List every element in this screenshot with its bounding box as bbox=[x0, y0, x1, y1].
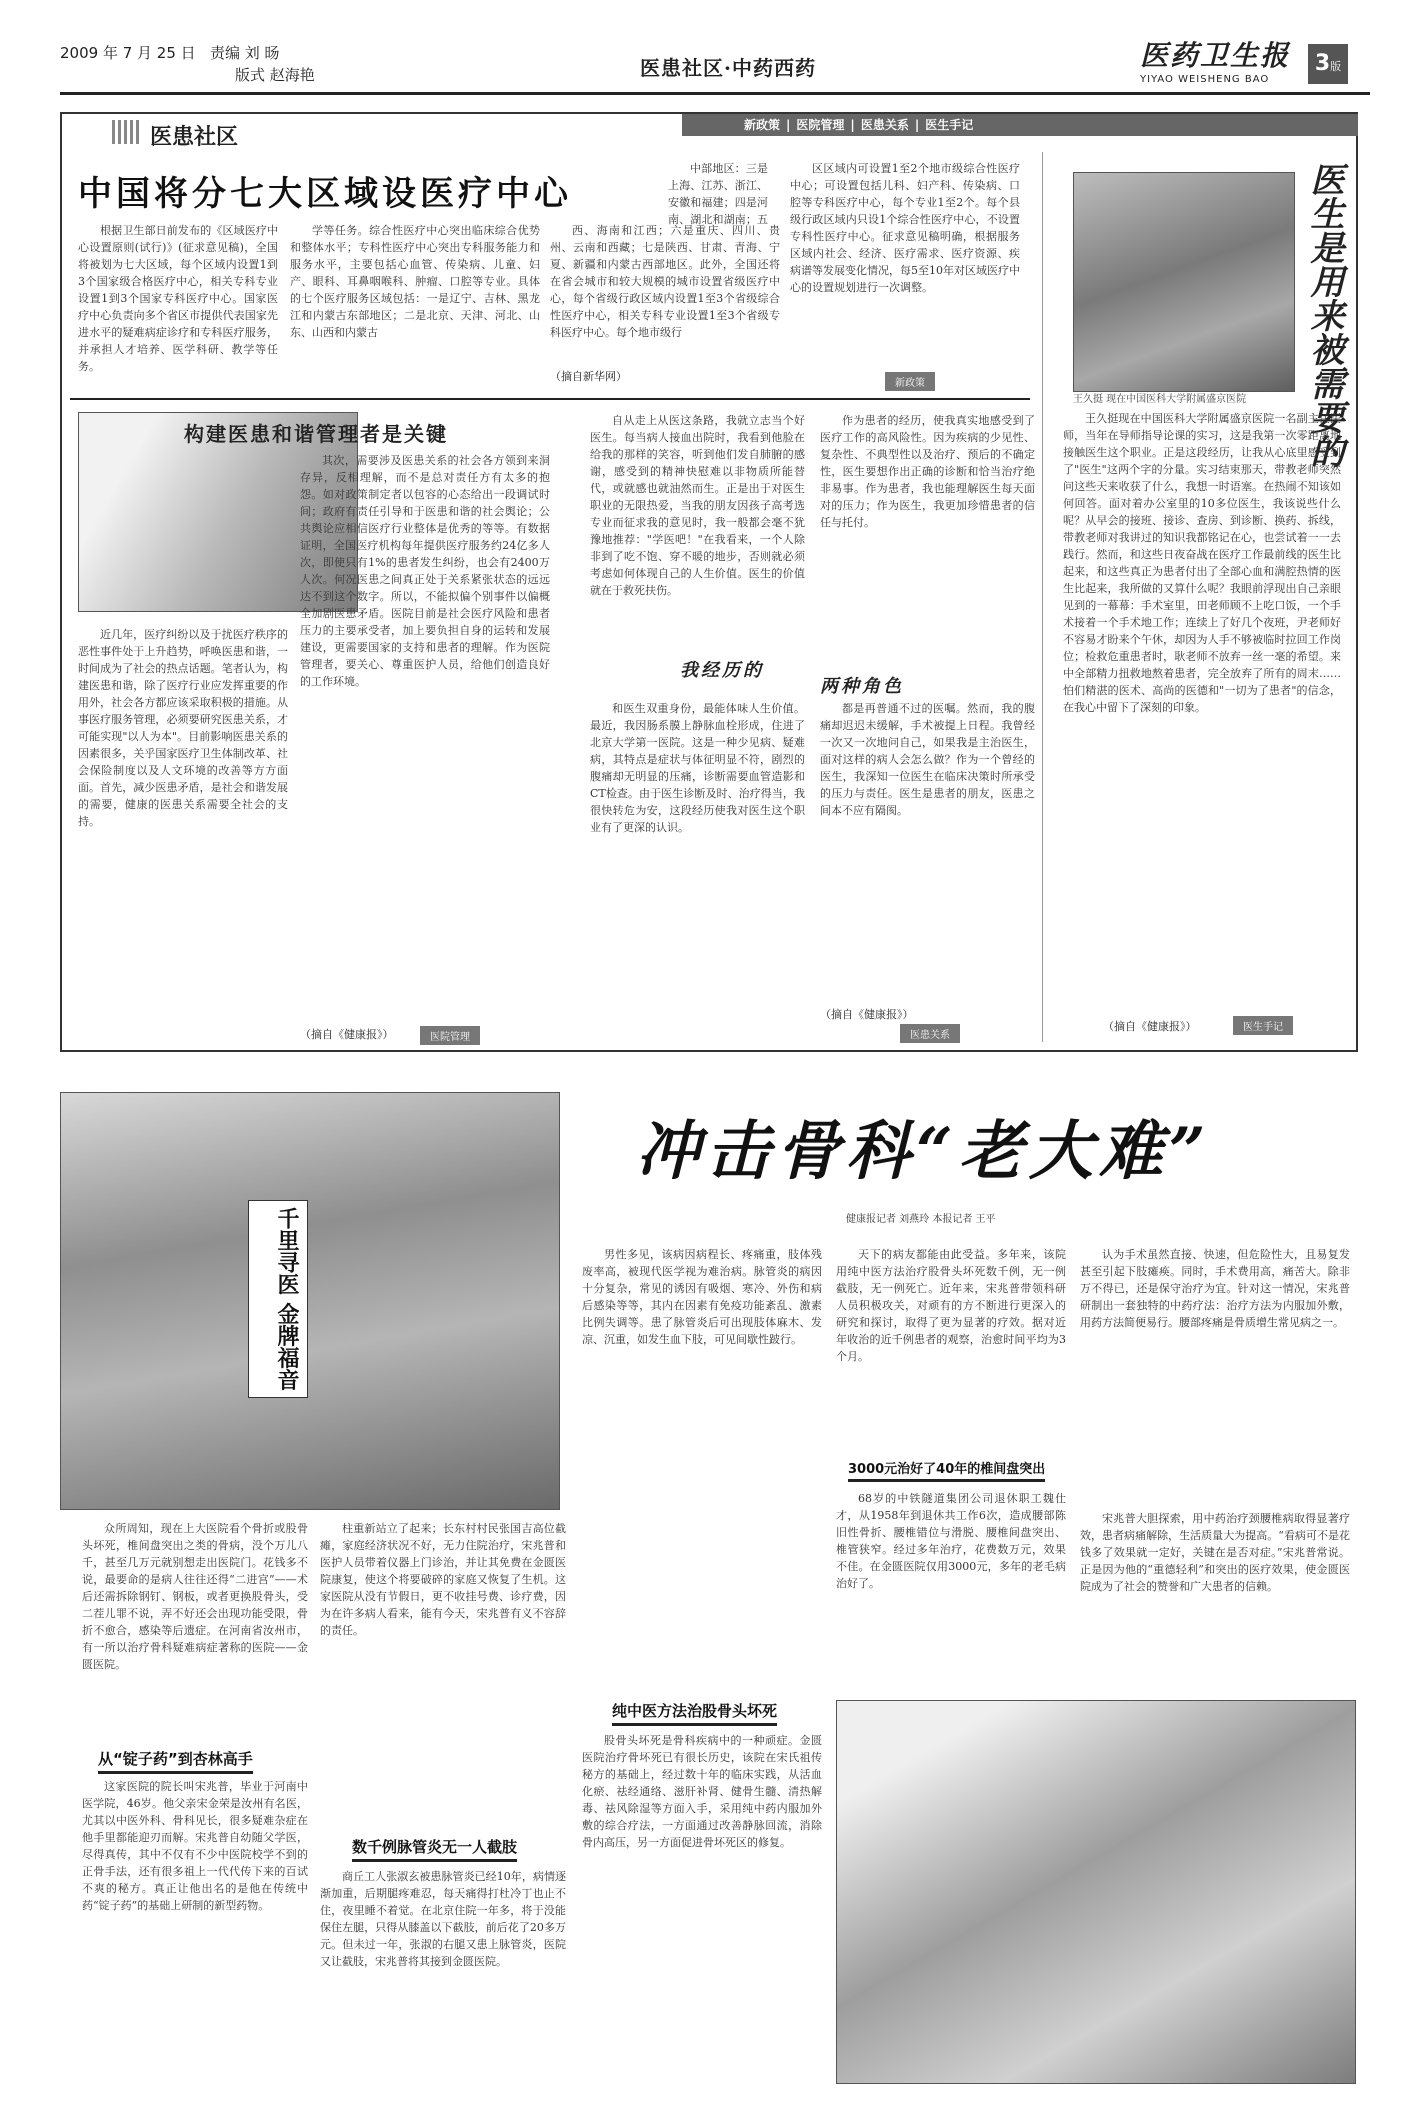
article1-col4-text: 中部地区：三是上海、江苏、浙江、安徽和福建；四是河南、湖北和湖南；五 bbox=[668, 162, 768, 226]
article2-col1 bbox=[78, 626, 288, 1022]
masthead-rule bbox=[60, 92, 1370, 95]
feature-ward-photo bbox=[836, 1700, 1356, 2084]
sidebar-source: （摘自《健康报》） bbox=[1103, 1020, 1197, 1033]
feature-col5 bbox=[1080, 1246, 1350, 1506]
feature-banner-caption: 千里寻医 金牌福音 bbox=[248, 1200, 308, 1398]
tab-policy[interactable]: 新政策 bbox=[744, 118, 781, 132]
tab-hospital-management[interactable]: 医院管理 bbox=[796, 118, 845, 132]
section-tab-bar: 新政策 | 医院管理 | 医患关系 | 医生手记 bbox=[682, 114, 1358, 136]
section-band-icon bbox=[112, 120, 140, 144]
feature-col2b bbox=[320, 1868, 566, 2078]
sidebar-title: 医生是用来被需要的 bbox=[1304, 162, 1344, 468]
article2-title: 构建医患和谐管理者是关键 bbox=[184, 422, 448, 446]
article2-tag: 医院管理 bbox=[420, 1026, 480, 1045]
page-number: 3 bbox=[1314, 51, 1331, 76]
article1-tag: 新政策 bbox=[885, 372, 935, 391]
article1-col3 bbox=[550, 222, 780, 382]
sidebar-panel bbox=[1042, 152, 1350, 1042]
tab-doctor-notes[interactable]: 医生手记 bbox=[925, 118, 974, 132]
feature-col4b-text: 68岁的中铁隧道集团公司退休职工魏仕才，从1958年到退休共工作6次，造成腰部陈旧性骨折、腰椎错位与滑脱、腰椎间盘突出、椎管狭窄。经过多年治疗，花费数万元，效果不佳。在金匮医院仅用3000元，多年的老毛病治好了。 bbox=[836, 1492, 1066, 1590]
feature-col4 bbox=[836, 1246, 1066, 1446]
article3-col1 bbox=[590, 700, 805, 1020]
feature-col5-text: 认为手术虽然直接、快速，但危险性大，且易复发甚至引起下肢瘫痪。同时，手术费用高，痛苦大。除非万不得已，还是保守治疗为宜。针对这一情况，宋兆普研制出一套独特的中药疗法：治疗方法为内服加外敷，用药方法简便易行。腰部疼痛是骨质增生常见病之一。 bbox=[1080, 1248, 1350, 1329]
feature-col1b bbox=[82, 1778, 308, 2078]
article1-col1 bbox=[78, 222, 278, 394]
article3-intro-col2 bbox=[820, 412, 1035, 642]
feature-col5b-text: 宋兆普大胆探索，用中药治疗颈腰椎病取得显著疗效，患者病痛解除，生活质量大为提高。“看病可不是花钱多了效果就一定好，关键在是否对症。”宋兆普常说。正是因为他的“重德轻利”和突出的医疗效果，使金匮医院成为了社会的赞誉和广大患者的信赖。 bbox=[1080, 1512, 1350, 1593]
section-band bbox=[60, 112, 1358, 152]
feature-col5b bbox=[1080, 1510, 1350, 1630]
paper-name: 医药卫生报 bbox=[1140, 39, 1291, 72]
feature-subhead-1: 从“锭子药”到杏林高手 bbox=[98, 1748, 253, 1774]
article1-title: 中国将分七大区域设医疗中心 bbox=[78, 174, 572, 214]
masthead bbox=[60, 38, 1370, 90]
section-label: 医患社区 bbox=[150, 125, 239, 150]
article2-col3-text: 自从走上从医这条路，我就立志当个好医生。每当病人接血出院时，我看到他脸在给我的那样的笑容，听到他们发自肺腑的感谢，感受到的精神快慰难以非物质所能替代，或就感也就油然而生。正是出于对医生职业的无限热爱，当我的朋友因孩子高考选专业而征求我的意见时，我一般都会毫不犹豫地推荐："学医吧！"在我看来，一个人除非到了吃不饱、穿不暖的地步，否则就必须考虑如何体现自己的人生价值。医生的价值就在于救死扶伤。 bbox=[590, 414, 805, 597]
issue-date: 2009 年 7 月 25 日 bbox=[60, 44, 196, 62]
sidebar-photo-caption: 王久挺 现在中国医科大学附属盛京医院 bbox=[1073, 394, 1247, 405]
feature-subhead-2: 数千例脉管炎无一人截肢 bbox=[352, 1836, 517, 1862]
sidebar-body-text: 王久挺现在中国医科大学附属盛京医院一名副主任医师，当年在导师指导论课的实习，这是我第一次零距离地接触医生这个职业。正是这段经历，让我从心底里感受到了"医生"这两个字的分量。实习结束那天，带教老师突然问这些天来收获了什么，我想一时语塞。在热闹不知该如何回答。面对着办公室里的10多位医生，我该说些什么呢？从早会的接班、接诊、查房、到诊断、换药、拆线，带教老师对我讲过的知识我都铭记在心，也尝试着一一去践行。然而，和这些日夜奋战在医疗工作最前线的医生比起来，和这些真正为患者付出了全部心血和满腔热情的医生比起来，我所做的又算什么呢？我眼前浮现出自己亲眼见到的一幕幕：手术室里，田老师顾不上吃口饭，一个手术接着一个手术地工作；连续上了好几个夜班，尹老师好不容易才盼来个午休，却因为人手不够被临时拉回工作岗位；检救危重患者时，耿老师不放弃一丝一毫的希望。来中全部精力扭救地熬着患者，完全放弃了所有的周末……怕们精湛的医术、高尚的医德和"一切为了患者"的信念，在我心中留下了深刻的印象。 bbox=[1063, 412, 1341, 714]
sidebar-doctors-photo bbox=[1073, 172, 1295, 392]
feature-col2 bbox=[320, 1520, 566, 1820]
article1-col5 bbox=[790, 160, 1020, 365]
feature-banner-photo bbox=[60, 1092, 560, 1510]
article3-title-b: 两种角色 bbox=[820, 676, 904, 697]
article2-col2-text: 其次，需要涉及医患关系的社会各方领到来洞存异，反相理解，而不是总对责任方有太多的抱怨。如对政策制定者以包容的心态给出一段调试时间；政府有责任引导和于医患和谐的社会舆论；公共舆论应相信医疗行业整体是优秀的等等。有数据证明，全国医疗机构每年提供医疗服务约24亿多人次，即使只有1%的患者发生纠纷，也会有2400万人次。何况医患之间真正处于关系紧张状态的远远达不到这个数字。所以，不能拟偏个别事件以偏概全加剧医患矛盾。医院目前是社会医疗风险和患者压力的主要承受者，加上要负担自身的运转和发展建设，更需要国家的支持和患者的理解。作为医院管理者，要关心、尊重医护人员，给他们创造良好的工作环境。 bbox=[300, 454, 550, 688]
sidebar-body bbox=[1063, 410, 1341, 1010]
feature-col4b bbox=[836, 1490, 1066, 1690]
article2-col4-text: 作为患者的经历，使我真实地感受到了医疗工作的高风险性。因为疾病的少见性、复杂性、不典型性以及治疗、预后的不确定性，医生要想作出正确的诊断和恰当治疗绝非易事。作为患者，我也能理解医生每天面对的压力；作为医生，我更加珍惜患者的信任与托付。 bbox=[820, 414, 1035, 529]
paper-pinyin: YIYAO WEISHENG BAO bbox=[1140, 74, 1270, 85]
feature-col3b bbox=[582, 1732, 822, 2078]
feature-subhead-4: 3000元治好了40年的椎间盘突出 bbox=[848, 1458, 1045, 1482]
article1-col3-text: 西、海南和江西；六是重庆、四川、贵州、云南和西藏；七是陕西、甘肃、青海、宁夏、新疆和内蒙古西部地区。此外，全国还将在省会城市和较大规模的城市设置省级医疗中心，每个省级行政区域内设置1至3个省级综合性医疗中心，相关专科专业设置1至3个省级专科医疗中心。每个地市级行 bbox=[550, 224, 780, 339]
article2-col2 bbox=[300, 452, 550, 1022]
article3-col1-text: 和医生双重身份，最能体味人生价值。最近，我因肠系膜上静脉血栓形成，住进了北京大学第一医院。这是一种少见病、疑难病，其特点是症状与体征明显不符，剧烈的腹痛却无明显的压痛，诊断需要血管造影和CT检查。由于医生诊断及时、治疗得当，我很快转危为安，这段经历使我对医生这个职业有了更深的认识。 bbox=[590, 702, 805, 834]
feature-col1 bbox=[82, 1520, 308, 1740]
article3-intro-col1 bbox=[590, 412, 805, 642]
editor-credit: 责编 刘 旸 bbox=[210, 44, 280, 62]
feature-headline: 冲击骨科“老大难” bbox=[636, 1114, 1212, 1189]
article3-title-a: 我经历的 bbox=[680, 660, 764, 681]
feature-col2b-text: 商丘工人张淑玄被患脉管炎已经10年，病情逐渐加重，后期腿疼难忍，每天痛得打杜冷丁也止不住，夜里睡不着觉。在北京住院一年多，将于没能保住左腿，只得从膝盖以下截肢，前后花了20多万元。但未过一年，张淑的右腿又患上脉管炎，医院又让截肢，宋兆普将其接到金匮医院。 bbox=[320, 1870, 566, 1968]
article1-col2-text: 学等任务。综合性医疗中心突出临床综合优势和整体水平；专科性医疗中心突出专科服务能力和服务水平，主要包括心血管、传染病、儿童、妇产、眼科、耳鼻咽喉科、肿瘤、口腔等专业。具体的七个医疗服务区域包括：一是辽宁、吉林、黑龙江和内蒙古东部地区；二是北京、天津、河北、山东、山西和内蒙古 bbox=[290, 224, 540, 339]
feature-col3 bbox=[582, 1246, 822, 1686]
article1-col2 bbox=[290, 222, 540, 394]
feature-col1b-text: 这家医院的院长叫宋兆普，毕业于河南中医学院，46岁。他父亲宋金荣是汝州有名医，尤其以中医外科、骨科见长，很多疑难杂症在他手里都能迎刃而解。宋兆普自幼随父学医，尽得真传，其中不仅有不少中医院校学不到的正骨手法，还有很多祖上一代代传下来的百试不爽的秘方。真正让他出名的是他在传统中药“锭子药”的基础上研制的新型药物。 bbox=[82, 1780, 308, 1912]
feature-col3b-text: 股骨头坏死是骨科疾病中的一种顽症。金匮医院治疗骨坏死已有很长历史，该院在宋氏祖传秘方的基础上，经过数十年的临床实践，从活血化瘀、祛经通络、滋肝补肾、健骨生髓、清热解毒、祛风除湿等方面入手，采用纯中药内服加外敷的综合疗法，一方面通过改善静脉回流，消除骨内高压，另一方面促进骨坏死区的修复。 bbox=[582, 1734, 822, 1849]
feature-byline: 健康报记者 刘燕玲 本报记者 王平 bbox=[846, 1214, 996, 1225]
article1-col1-text: 根据卫生部日前发布的《区域医疗中心设置原则(试行)》(征求意见稿)，全国将被划为七大区域，每个区域内设置1到3个国家级合格医疗中心，相关专科专业设置1到3个国家专科医疗中心。国家医疗中心负责向多个省区市提供代表国家先进水平的疑难病症诊疗和专科医疗服务，并承担人才培养、医学科研、教学等任务。 bbox=[78, 224, 278, 373]
article1-col5-text: 区区域内可设置1至2个地市级综合性医疗中心；可设置包括儿科、妇产科、传染病、口腔等专科医疗中心，每个专业1至2个。每个县级行政区域内只设1个综合性医疗中心，不设置专科性医疗中心。征求意见稿明确，根据服务区域内社会、经济、医疗需求、医疗资源、疾病谱等发展变化情况，每5至10年对区域医疗中心的设置规划进行一次调整。 bbox=[790, 162, 1020, 294]
feature-col4-text: 天下的病友都能由此受益。多年来，该院用纯中医方法治疗股骨头坏死数千例，无一例截肢，无一例死亡。近年来，宋兆普带领科研人员积极攻关，对顽有的方不断进行更深入的研究和探讨，取得了更为显著的疗效。据对近年收治的近千例患者的观察，治愈时间平均为3个月。 bbox=[836, 1248, 1066, 1363]
feature-col2-text: 柱重新站立了起来；长东村村民张国吉高位截瘫，家庭经济状况不好，无力住院治疗，宋兆普和医护人员带着仪器上门诊治，并让其免费在金匮医院康复，使这个将要破碎的家庭又恢复了生机。这家医院从没有节假日，更不收挂号费、诊疗费，因为在许多病人看来，能有今天，宋兆普有义不容辞的责任。 bbox=[320, 1522, 566, 1637]
article1-col4 bbox=[668, 160, 768, 226]
feature-col1-text: 众所周知，现在上大医院看个骨折或股骨头坏死，椎间盘突出之类的骨病，没个万儿八千，甚至几万元就别想走出医院门。花钱多不说，最要命的是病人往往还得“二进宫”——术后还需拆除钢钉、钢板，或者更换股骨头，受二茬儿罪不说，弄不好还会出现功能受限，骨折不愈合，感染等后遗症。在河南省汝州市，有一所以治疗骨科疑难病症著称的医院——金匮医院。 bbox=[82, 1522, 308, 1671]
page-section-title: 医患社区·中药西药 bbox=[640, 56, 816, 80]
article3-col2 bbox=[820, 700, 1035, 1000]
sidebar-tag: 医生手记 bbox=[1233, 1016, 1293, 1035]
feature-subhead-3: 纯中医方法治股骨头坏死 bbox=[612, 1700, 777, 1726]
page-unit: 版 bbox=[1330, 60, 1342, 73]
article3-source: （摘自《健康报》） bbox=[820, 1008, 914, 1021]
tab-doctor-patient[interactable]: 医患关系 bbox=[860, 118, 909, 132]
feature-col3-text: 男性多见，该病因病程长、疼痛重，肢体残废率高，被现代医学视为难治病。脉管炎的病因十分复杂，常见的诱因有吸烟、寒冷、外伤和病后感染等等，其内在因素有免疫功能紊乱、激素比例失调等。患了脉管炎后可出现肢体麻木、发凉、沉重，如发生血下肢，可见间歇性跛行。 bbox=[582, 1248, 822, 1346]
paper-logo bbox=[1140, 34, 1300, 85]
article3-tag: 医患关系 bbox=[900, 1024, 960, 1043]
article1-bottom-rule bbox=[70, 398, 1030, 400]
article1-source: （摘自新华网） bbox=[550, 370, 627, 383]
page-number-badge bbox=[1308, 44, 1348, 84]
layout-credit: 版式 赵海艳 bbox=[235, 66, 315, 84]
article2-col1-text: 近几年，医疗纠纷以及于扰医疗秩序的恶性事件处于上升趋势，呼唤医患和谐，一时间成为了社会的热点话题。笔者认为，构建医患和谐，除了医疗行业应发挥重要的作用外，社会各方都应该采取积极的措施。从事医疗服务管理，必须要研究医患关系，才可能实现"以人为本"。目前影响医患关系的因素很多，关乎国家医疗卫生体制改革、社会保险制度以及人文环境的改善等方方面面。首先，减少医患矛盾，是社会和谐发展的需要，健康的医患关系需要全社会的支持。 bbox=[78, 628, 288, 828]
article3-col2-text: 都是再普通不过的医嘱。然而，我的腹痛却迟迟未缓解，手术被提上日程。我曾经一次又一次地问自己，如果我是主治医生，面对这样的病人会怎么做？作为一个曾经的医生，我深知一位医生在临床决策时所承受的压力与责任。医生是患者的朋友，医患之间本不应有隔阂。 bbox=[820, 702, 1035, 817]
article2-source: （摘自《健康报》） bbox=[300, 1028, 394, 1041]
